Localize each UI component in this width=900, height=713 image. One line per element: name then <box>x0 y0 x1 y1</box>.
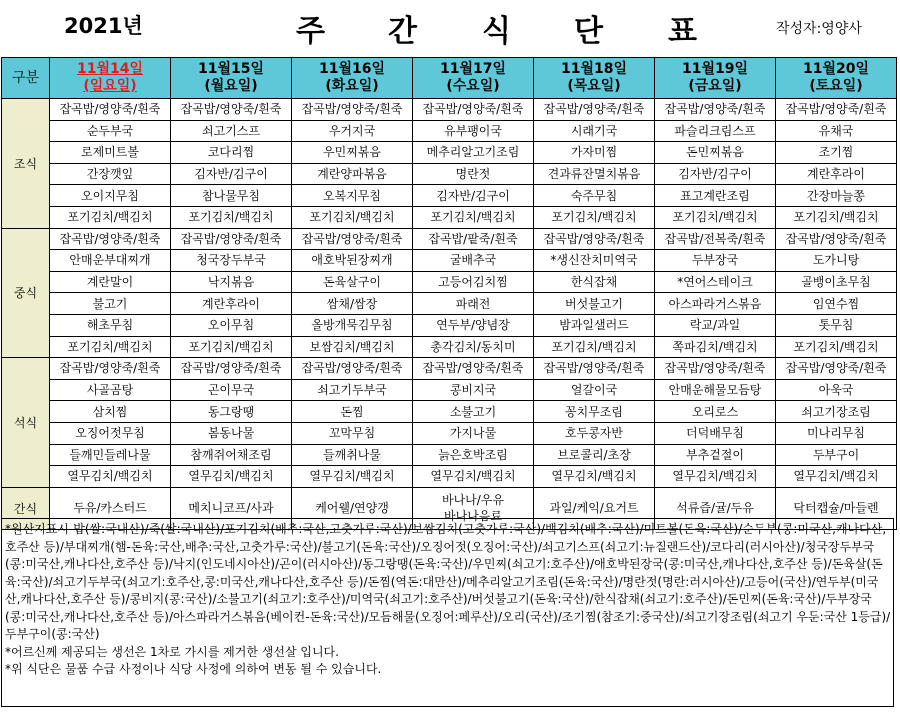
menu-row <box>2 99 897 121</box>
menu-cell: 유부팽이국 <box>413 120 534 142</box>
menu-cell: 간장마늘쫑 <box>776 185 897 207</box>
title-char: 주 <box>296 14 327 49</box>
menu-cell: 한식잡채 <box>534 271 655 293</box>
day-weekday: (수요일) <box>446 78 500 94</box>
menu-cell: 잡곡밥/영양죽/흰죽 <box>534 358 655 380</box>
meal-label: 석식 <box>2 358 50 488</box>
menu-row <box>2 163 897 185</box>
menu-cell: 계란후라이 <box>776 163 897 185</box>
category-header: 구분 <box>2 58 50 99</box>
menu-cell: 열무김치/백김치 <box>171 466 292 488</box>
snack-cell: 닥터캡슐/마들렌 <box>776 487 897 529</box>
menu-cell: 포기김치/백김치 <box>776 336 897 358</box>
menu-cell: 가자미찜 <box>534 142 655 164</box>
menu-cell: 꼬막무침 <box>292 422 413 444</box>
menu-cell: 호두콩자반 <box>534 422 655 444</box>
menu-cell: 잡곡밥/영양죽/흰죽 <box>655 358 776 380</box>
menu-cell: 열무김치/백김치 <box>534 466 655 488</box>
menu-cell: 잡곡밥/영양죽/흰죽 <box>776 358 897 380</box>
menu-cell: 아스파라거스볶음 <box>655 293 776 315</box>
menu-cell: 잡곡밥/영양죽/흰죽 <box>776 228 897 250</box>
day-weekday: (금요일) <box>688 78 742 94</box>
page-title <box>296 2 699 49</box>
menu-cell: 파슬리크림스프 <box>655 120 776 142</box>
menu-cell: 돈육살구이 <box>292 271 413 293</box>
menu-cell: 꽁치무조림 <box>534 401 655 423</box>
menu-cell: 도가니탕 <box>776 250 897 272</box>
menu-cell: 잡곡밥/영양죽/흰죽 <box>292 99 413 121</box>
day-weekday: (일요일) <box>83 78 137 94</box>
day-header <box>655 58 776 99</box>
writer-label: 작성자:영양사 <box>776 21 862 37</box>
menu-cell: 사골곰탕 <box>50 379 171 401</box>
menu-cell: 김자반/김구이 <box>171 163 292 185</box>
day-weekday: (월요일) <box>204 78 258 94</box>
menu-cell: 톳무침 <box>776 314 897 336</box>
menu-cell: 두부장국 <box>655 250 776 272</box>
menu-row <box>2 422 897 444</box>
menu-cell: 소불고기 <box>413 401 534 423</box>
day-date: 11월20일 <box>802 61 869 77</box>
menu-cell: 잡곡밥/영양죽/흰죽 <box>50 228 171 250</box>
menu-cell: 임연수찜 <box>776 293 897 315</box>
menu-cell: 올방개묵김무침 <box>292 314 413 336</box>
menu-cell: 밤과일샐러드 <box>534 314 655 336</box>
menu-cell: 오이무침 <box>171 314 292 336</box>
menu-cell: 잡곡밥/팥죽/흰죽 <box>413 228 534 250</box>
menu-cell: 시래기국 <box>534 120 655 142</box>
menu-cell: 잡곡밥/영양죽/흰죽 <box>171 228 292 250</box>
menu-cell: 해초무침 <box>50 314 171 336</box>
menu-cell: 아욱국 <box>776 379 897 401</box>
menu-cell: 포기김치/백김치 <box>413 206 534 228</box>
menu-cell: 들깨민들레나물 <box>50 444 171 466</box>
menu-row <box>2 401 897 423</box>
menu-row <box>2 314 897 336</box>
menu-cell: 계란말이 <box>50 271 171 293</box>
menu-cell: 잡곡밥/영양죽/흰죽 <box>776 99 897 121</box>
day-header <box>413 58 534 99</box>
menu-cell: 총각김치/동치미 <box>413 336 534 358</box>
day-header <box>292 58 413 99</box>
snack-cell: 케어웰/연양갱 <box>292 487 413 529</box>
snack-cell: 바나나/우유 바나나음료 <box>413 487 534 529</box>
day-date: 11월18일 <box>560 61 627 77</box>
menu-cell: 콩비지국 <box>413 379 534 401</box>
menu-cell: 보쌈김치/백김치 <box>292 336 413 358</box>
menu-row <box>2 358 897 380</box>
snack-cell: 메치니코프/사과 <box>171 487 292 529</box>
year-label: 2021년 <box>64 14 143 38</box>
menu-cell: 가지나물 <box>413 422 534 444</box>
menu-cell: 잡곡밥/영양죽/흰죽 <box>50 99 171 121</box>
menu-cell: 명란젓 <box>413 163 534 185</box>
menu-cell: 우거지국 <box>292 120 413 142</box>
menu-cell: 표고계란조림 <box>655 185 776 207</box>
menu-cell: 곤이무국 <box>171 379 292 401</box>
menu-cell: 포기김치/백김치 <box>534 336 655 358</box>
day-weekday: (화요일) <box>325 78 379 94</box>
menu-cell: 돈민찌볶음 <box>655 142 776 164</box>
menu-row <box>2 379 897 401</box>
menu-cell: 쇠고기두부국 <box>292 379 413 401</box>
title-char: 표 <box>668 14 699 49</box>
menu-cell: 열무김치/백김치 <box>655 466 776 488</box>
menu-cell: 잡곡밥/영양죽/흰죽 <box>413 99 534 121</box>
menu-cell: 오리로스 <box>655 401 776 423</box>
menu-cell: 참깨쥐어채조림 <box>171 444 292 466</box>
menu-cell: 우민찌볶음 <box>292 142 413 164</box>
menu-cell: 미나리무침 <box>776 422 897 444</box>
snack-cell: 석류즙/귤/두유 <box>655 487 776 529</box>
menu-cell: 잡곡밥/영양죽/흰죽 <box>534 228 655 250</box>
menu-cell: 고등어김치찜 <box>413 271 534 293</box>
menu-cell: 안매운해물모듬탕 <box>655 379 776 401</box>
menu-cell: 열무김치/백김치 <box>50 466 171 488</box>
menu-cell: 계란양파볶음 <box>292 163 413 185</box>
menu-cell: *생신잔치미역국 <box>534 250 655 272</box>
snack-cell: 과일/케익/요거트 <box>534 487 655 529</box>
menu-cell: 열무김치/백김치 <box>292 466 413 488</box>
menu-cell: 오이지무침 <box>50 185 171 207</box>
menu-cell: 계란후라이 <box>171 293 292 315</box>
notes-box <box>1 518 894 707</box>
day-date: 11월17일 <box>439 61 506 77</box>
meal-label: 조식 <box>2 99 50 229</box>
menu-cell: 두부구이 <box>776 444 897 466</box>
menu-cell: 낙지볶음 <box>171 271 292 293</box>
menu-cell: *연어스테이크 <box>655 271 776 293</box>
day-date: 11월16일 <box>318 61 385 77</box>
menu-cell: 불고기 <box>50 293 171 315</box>
menu-cell: 쌈채/쌈장 <box>292 293 413 315</box>
snack-label: 간식 <box>2 487 50 529</box>
day-date: 11월15일 <box>197 61 264 77</box>
menu-cell: 골뱅이초무침 <box>776 271 897 293</box>
meal-label: 중식 <box>2 228 50 358</box>
day-weekday: (토요일) <box>809 78 863 94</box>
menu-cell: 간장깻잎 <box>50 163 171 185</box>
menu-cell: 잡곡밥/영양죽/흰죽 <box>292 358 413 380</box>
menu-cell: 잡곡밥/영양죽/흰죽 <box>171 99 292 121</box>
menu-cell: 메추리알고기조림 <box>413 142 534 164</box>
menu-cell: 포기김치/백김치 <box>171 336 292 358</box>
menu-cell: 동그랑땡 <box>171 401 292 423</box>
menu-cell: 조기찜 <box>776 142 897 164</box>
menu-cell: 굴배추국 <box>413 250 534 272</box>
menu-cell: 쪽파김치/백김치 <box>655 336 776 358</box>
menu-cell: 참나물무침 <box>171 185 292 207</box>
menu-cell: 안매운부대찌개 <box>50 250 171 272</box>
menu-cell: 봄동나물 <box>171 422 292 444</box>
menu-cell: 김자반/김구이 <box>655 163 776 185</box>
day-header <box>50 58 171 99</box>
title-char: 간 <box>388 14 419 49</box>
menu-cell: 애호박된장찌개 <box>292 250 413 272</box>
menu-cell: 파래전 <box>413 293 534 315</box>
menu-cell: 쇠고기장조림 <box>776 401 897 423</box>
menu-cell: 늙은호박조림 <box>413 444 534 466</box>
menu-row <box>2 271 897 293</box>
menu-cell: 열무김치/백김치 <box>413 466 534 488</box>
menu-cell: 브로콜리/초장 <box>534 444 655 466</box>
menu-row <box>2 250 897 272</box>
menu-cell: 포기김치/백김치 <box>534 206 655 228</box>
menu-cell: 얼갈이국 <box>534 379 655 401</box>
menu-cell: 순두부국 <box>50 120 171 142</box>
origin-note: *원산지표시-밥(쌀:국내산)/죽(쌀:국내산)/포기김치(배추:국산,고춧가루:국산)/보쌈김치(고춧가루:국산)/백김치(배추:국산)/미트볼(돈육:국산)/순두부(콩:미국산,캐나다산,호주산 등)/부대찌개(햄-돈육:국산,배추:국산,고춧가루:국산)/불고기(돈육:국산)/오징어젓(오징어:국산)/쇠고기스프(쇠고기:뉴질랜드산)/코다리(러시아산)/청국장두부국(콩:미국산,캐나다산,호주산 등)/낙지(인도네시아산)/곤이(러시아산)/동그랑땡(돈육:국산)/우민찌(쇠고기:호주산)/애호박된장국(콩:미국산,캐나다산,호주산 등)/돈육살(돈육:국산)/쇠고기두부국(쇠고기:호주산,콩:미국산,캐나다산,호주산 등)/돈찜(역돈:대만산)/메추리알고기조림(돈육:국산)/명란젓(명란:러시아산)/고등어(국산)/연두부(미국산,캐나다산,호주산 등)/콩비지(콩:국산)/소불고기(쇠고기:호주산)/미역국(쇠고기:호주산)/버섯불고기(돈육:국산)/한식잡채(쇠고기:호주산)/돈민찌(돈육:국산)/두부장국(콩:미국산,캐나다산,호주산 등)/아스파라거스볶음(베이컨-돈육:국산)/모듬해물(오징어:페루산)/오리(국산)/조기찜(참조기:중국산)/쇠고기장조림(쇠고기 우둔:국산 1등급)/두부구이(콩:국산) <box>5 522 891 641</box>
menu-cell: 견과류잔멸치볶음 <box>534 163 655 185</box>
menu-cell: 포기김치/백김치 <box>292 206 413 228</box>
menu-row <box>2 293 897 315</box>
menu-cell: 포기김치/백김치 <box>655 206 776 228</box>
menu-cell: 청국장두부국 <box>171 250 292 272</box>
menu-cell: 오징어젓무침 <box>50 422 171 444</box>
menu-cell: 락교/과일 <box>655 314 776 336</box>
page-header <box>0 0 900 56</box>
weekly-menu-table <box>1 57 897 530</box>
menu-cell: 유채국 <box>776 120 897 142</box>
menu-cell: 잡곡밥/영양죽/흰죽 <box>413 358 534 380</box>
menu-row <box>2 142 897 164</box>
menu-row <box>2 228 897 250</box>
menu-row <box>2 336 897 358</box>
menu-cell: 연두부/양념장 <box>413 314 534 336</box>
menu-cell: 포기김치/백김치 <box>171 206 292 228</box>
change-note: *위 식단은 물품 수급 사정이나 식당 사정에 의하여 변동 될 수 있습니다. <box>5 662 382 676</box>
menu-row <box>2 120 897 142</box>
menu-cell: 코다리찜 <box>171 142 292 164</box>
menu-cell: 잡곡밥/영양죽/흰죽 <box>292 228 413 250</box>
menu-row <box>2 466 897 488</box>
menu-cell: 잡곡밥/영양죽/흰죽 <box>655 99 776 121</box>
menu-cell: 로제미트볼 <box>50 142 171 164</box>
menu-cell: 쇠고기스프 <box>171 120 292 142</box>
menu-cell: 잡곡밥/영양죽/흰죽 <box>50 358 171 380</box>
menu-cell: 포기김치/백김치 <box>50 336 171 358</box>
menu-cell: 들깨취나물 <box>292 444 413 466</box>
menu-cell: 삼치찜 <box>50 401 171 423</box>
menu-cell: 숙주무침 <box>534 185 655 207</box>
day-header <box>171 58 292 99</box>
menu-cell: 열무김치/백김치 <box>776 466 897 488</box>
menu-cell: 김자반/김구이 <box>413 185 534 207</box>
day-date: 11월14일 <box>76 61 143 77</box>
menu-cell: 부추겉절이 <box>655 444 776 466</box>
snack-cell: 두유/카스터드 <box>50 487 171 529</box>
header-row <box>2 58 897 99</box>
menu-cell: 포기김치/백김치 <box>776 206 897 228</box>
menu-row <box>2 444 897 466</box>
fish-note: *어르신께 제공되는 생선은 1차로 가시를 제거한 생선살 입니다. <box>5 644 339 659</box>
menu-cell: 포기김치/백김치 <box>50 206 171 228</box>
menu-cell: 잡곡밥/영양죽/흰죽 <box>534 99 655 121</box>
day-date: 11월19일 <box>681 61 748 77</box>
menu-cell: 버섯불고기 <box>534 293 655 315</box>
menu-cell: 잡곡밥/영양죽/흰죽 <box>171 358 292 380</box>
day-header <box>776 58 897 99</box>
title-char: 단 <box>574 14 605 49</box>
menu-cell: 더덕배무침 <box>655 422 776 444</box>
title-char: 식 <box>482 14 513 49</box>
menu-cell: 오복지무침 <box>292 185 413 207</box>
menu-cell: 잡곡밥/전복죽/흰죽 <box>655 228 776 250</box>
menu-cell: 돈찜 <box>292 401 413 423</box>
day-weekday: (목요일) <box>567 78 621 94</box>
menu-row <box>2 206 897 228</box>
day-header <box>534 58 655 99</box>
menu-row <box>2 185 897 207</box>
